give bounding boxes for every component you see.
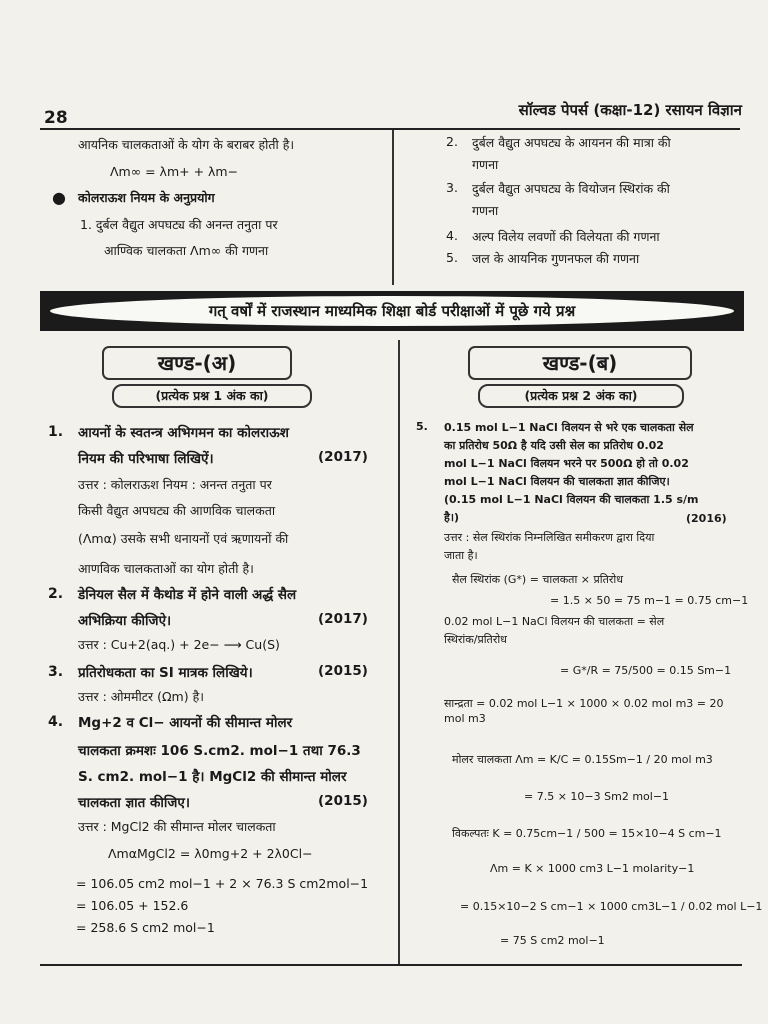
header-rule (40, 128, 740, 130)
application-item-4-num: 4. (446, 228, 458, 243)
q5-line5: (0.15 mol L−1 NaCl विलयन की चालकता 1.5 s/m (444, 493, 699, 506)
q4-year: (2015) (318, 793, 368, 809)
q4-line4: चालकता ज्ञात कीजिए। (78, 795, 190, 811)
q5-line3: mol L−1 NaCl विलयन भरने पर 500Ω हो तो 0.02 (444, 457, 689, 470)
top-left-line1: आयनिक चालकताओं के योग के बराबर होती है। (78, 137, 295, 152)
a4-formula: ΛmαMgCl2 = λ0mg+2 + 2λ0Cl− (108, 846, 313, 861)
q5-line2: का प्रतिरोध 50Ω है यदि उसी सेल का प्रतिरोध 0.02 (444, 439, 664, 452)
top-column-divider (392, 130, 394, 285)
q5-solution-5: 0.02 mol L−1 NaCl विलयन की चालकता = सेल (444, 615, 665, 628)
q1-year: (2017) (318, 449, 368, 465)
q5-solution-3: सैल स्थिरांक (G*) = चालकता × प्रतिरोध (452, 573, 623, 586)
q3-number: 3. (48, 664, 64, 680)
page-number: 28 (44, 108, 68, 128)
a1-line1: उत्तर : कोलराऊश नियम : अनन्त तनुता पर (78, 477, 272, 492)
a4-line4: = 106.05 + 152.6 (76, 898, 189, 913)
application-item-3b: गणना (472, 203, 499, 218)
q5-number: 5. (416, 420, 428, 433)
q5-line6: है।) (444, 511, 460, 524)
q5-line1: 0.15 mol L−1 NaCl विलयन से भरे एक चालकता सेल (444, 421, 694, 434)
q5-solution-1: उत्तर : सेल स्थिरांक निम्नलिखित समीकरण द्वारा दिया (444, 531, 655, 544)
section-a-title: खण्ड-(अ) (102, 346, 292, 380)
a2-equation: उत्तर : Cu+2(aq.) + 2e− ⟶ Cu(S) (78, 637, 280, 652)
footer-rule (40, 964, 742, 966)
q2-year: (2017) (318, 611, 368, 627)
q4-number: 4. (48, 714, 64, 730)
application-item-5-num: 5. (446, 250, 458, 265)
q4-line3: S. cm2. mol−1 है। MgCl2 की सीमान्त मोलर (78, 769, 347, 785)
q5-solution-7: = G*/R = 75/500 = 0.15 Sm−1 (560, 664, 732, 677)
application-item-2-num: 2. (446, 134, 458, 149)
q5-solution-2: जाता है। (444, 549, 478, 562)
a1-line2: किसी वैद्युत अपघट्य की आणविक चालकता (78, 503, 276, 518)
q5-year: (2016) (686, 512, 727, 525)
q3-line1: प्रतिरोधकता का SI मात्रक लिखिये। (78, 665, 253, 681)
application-item-5a: जल के आयनिक गुणनफल की गणना (472, 251, 640, 266)
a1-line3: (Λmα) उसके सभी धनायनों एवं ऋणायनों की (78, 531, 289, 546)
q5-solution-10: मोलर चालकता Λm = K/C = 0.15Sm−1 / 20 mol m3 (452, 753, 713, 766)
application-item-4a: अल्प विलेय लवणों की विलेयता की गणना (472, 229, 660, 244)
q1-number: 1. (48, 424, 64, 440)
q5-solution-8: सान्द्रता = 0.02 mol L−1 × 1000 × 0.02 mol m3 = 20 (444, 697, 724, 710)
q2-line2: अभिक्रिया कीजिऐ। (78, 613, 172, 629)
q5-solution-6: स्थिरांक/प्रतिरोध (444, 633, 507, 646)
q5-solution-15: = 75 S cm2 mol−1 (500, 934, 605, 947)
banner-title: गत् वर्षों में राजस्थान माध्यमिक शिक्षा बोर्ड परीक्षाओं में पूछे गये प्रश्न (50, 296, 734, 326)
q4-line2: चालकता क्रमशः 106 S.cm2. mol−1 तथा 76.3 (78, 743, 361, 759)
a4-line3: = 106.05 cm2 mol−1 + 2 × 76.3 S cm2mol−1 (76, 876, 369, 891)
q5-solution-14: = 0.15×10−2 S cm−1 × 1000 cm3L−1 / 0.02 mol L−1 (460, 900, 763, 913)
q5-solution-13: Λm = K × 1000 cm3 L−1 molarity−1 (490, 862, 695, 875)
bullet-icon: ● (52, 188, 66, 207)
a4-line1: उत्तर : MgCl2 की सीमान्त मोलर चालकता (78, 819, 276, 834)
application-item-2a: दुर्बल वैद्युत अपघट्य के आयनन की मात्रा की (472, 135, 671, 150)
q5-solution-4: = 1.5 × 50 = 75 m−1 = 0.75 cm−1 (550, 594, 749, 607)
application-item-3-num: 3. (446, 180, 458, 195)
q4-line1: Mg+2 व Cl− आयनों की सीमान्त मोलर (78, 715, 293, 731)
application-item-3a: दुर्बल वैद्युत अपघट्य के वियोजन स्थिरांक की (472, 181, 670, 196)
q3-year: (2015) (318, 663, 368, 679)
q5-line4: mol L−1 NaCl विलयन की चालकता ज्ञात कीजिए। (444, 475, 670, 488)
q5-solution-12: विकल्पतः K = 0.75cm−1 / 500 = 15×10−4 S cm−1 (452, 827, 722, 840)
previous-years-banner (40, 291, 744, 331)
application-item-1b: आण्विक चालकता Λm∞ की गणना (104, 243, 269, 258)
section-a-subtitle: (प्रत्येक प्रश्न 1 अंक का) (112, 384, 312, 408)
q1-line2: नियम की परिभाषा लिखिऐं। (78, 451, 214, 467)
application-item-2b: गणना (472, 157, 499, 172)
q5-solution-9: mol m3 (444, 712, 486, 725)
q5-solution-11: = 7.5 × 10−3 Sm2 mol−1 (524, 790, 670, 803)
main-column-divider (398, 340, 400, 965)
running-title: सॉल्वड पेपर्स (कक्षा-12) रसायन विज्ञान (518, 101, 742, 119)
kohlrausch-formula: Λm∞ = λm+ + λm− (110, 164, 239, 179)
q2-number: 2. (48, 586, 64, 602)
section-b-title: खण्ड-(ब) (468, 346, 692, 380)
application-item-1a: 1. दुर्बल वैद्युत अपघट्य की अनन्त तनुता पर (80, 217, 278, 232)
a4-line5: = 258.6 S cm2 mol−1 (76, 920, 215, 935)
q1-line1: आयनों के स्वतन्त्र अभिगमन का कोलराऊश (78, 425, 289, 441)
applications-heading: कोलराऊश नियम के अनुप्रयोग (78, 190, 215, 205)
a3-line: उत्तर : ओममीटर (Ωm) है। (78, 689, 204, 704)
section-b-subtitle: (प्रत्येक प्रश्न 2 अंक का) (478, 384, 684, 408)
a1-line4: आणविक चालकताओं का योग होती है। (78, 561, 254, 576)
q2-line1: डेनियल सैल में कैथोड में होने वाली अर्द्ध सैल (78, 587, 297, 603)
